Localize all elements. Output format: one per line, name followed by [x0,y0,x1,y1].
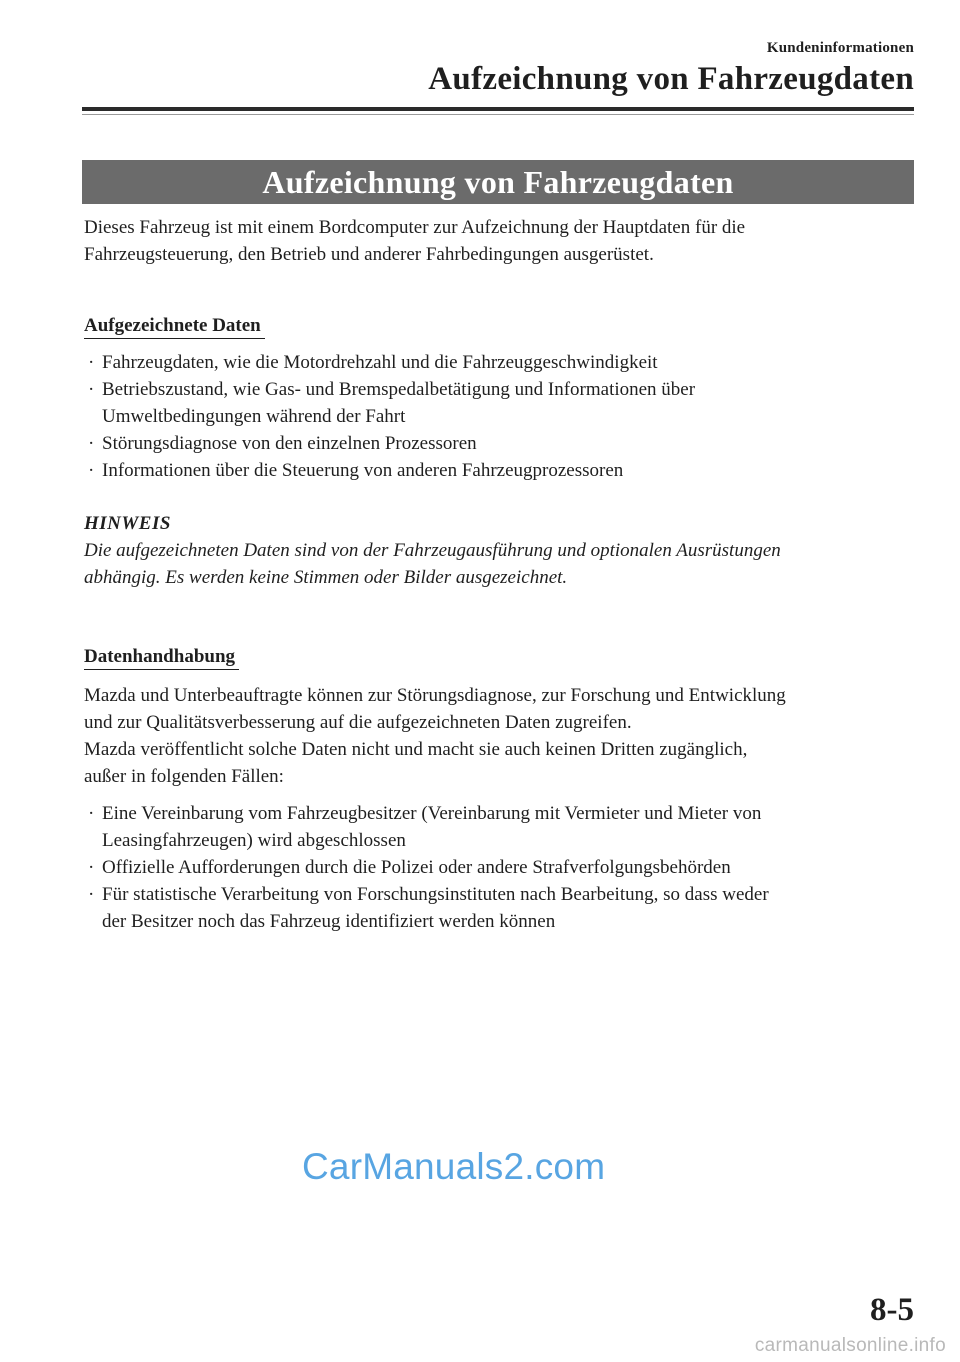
running-header [428,40,914,98]
list-item [84,881,914,935]
paragraph-line: und zur Qualitätsverbesserung auf die aufgezeichneten Daten zugreifen. [84,712,632,733]
list-item-line: der Besitzer noch das Fahrzeug identifiziert werden können [102,911,556,932]
list-item-line: Fahrzeugdaten, wie die Motordrehzahl und die Fahrzeuggeschwindigkeit [102,352,658,373]
watermark-link[interactable]: CarManuals2.com [302,1146,606,1187]
bullet-dot: · [88,857,95,878]
note-title: HINWEIS [84,513,171,534]
list-item-line: Betriebszustand, wie Gas- und Bremspedalbetätigung und Informationen über [102,379,696,400]
bullet-dot: · [88,433,95,454]
paragraph-line: Mazda veröffentlicht solche Daten nicht und macht sie auch keinen Dritten zugänglich, [84,739,748,760]
data-handling-heading: Datenhandhabung [84,645,239,670]
bullet-dot: · [88,352,95,373]
intro-line: Dieses Fahrzeug ist mit einem Bordcomputer zur Aufzeichnung der Hauptdaten für die [84,217,746,238]
paragraph-line: Mazda und Unterbeauftragte können zur Störungsdiagnose, zur Forschung und Entwicklung [84,685,786,706]
list-item [84,430,914,457]
list-item-line: Störungsdiagnose von den einzelnen Prozessoren [102,433,477,454]
note-block [84,510,914,591]
list-item-line: Leasingfahrzeugen) wird abgeschlossen [102,830,406,851]
note-line: Die aufgezeichneten Daten sind von der Fahrzeugausführung und optionalen Ausrüstungen [84,540,781,561]
list-item [84,376,914,430]
bullet-dot: · [88,379,95,400]
paragraph-line: außer in folgenden Fällen: [84,766,284,787]
header-rule-thin [82,114,914,115]
list-item [84,349,914,376]
list-item [84,854,914,881]
list-item [84,457,914,484]
header-rule [82,107,914,111]
intro-line: Fahrzeugsteuerung, den Betrieb und anderer Fahrbedingungen ausgerüstet. [84,244,654,265]
list-item-line: Umweltbedingungen während der Fahrt [102,406,406,427]
footer-watermark: carmanualsonline.info [754,1335,946,1356]
running-header-chapter: Kundeninformationen [766,40,914,56]
page-content [84,214,914,935]
list-item [84,800,914,854]
list-item-line: Informationen über die Steuerung von anderen Fahrzeugprozessoren [102,460,624,481]
section-title-banner: Aufzeichnung von Fahrzeugdaten [82,160,914,204]
recorded-data-heading: Aufgezeichnete Daten [84,314,265,339]
running-header-title: Aufzeichnung von Fahrzeugdaten [428,61,914,97]
list-item-line: Für statistische Verarbeitung von Forschungsinstituten nach Bearbeitung, so dass weder [102,884,769,905]
list-item-line: Eine Vereinbarung vom Fahrzeugbesitzer (Vereinbarung mit Vermieter und Mieter von [102,803,762,824]
bullet-dot: · [88,884,95,905]
exceptions-list [84,800,914,935]
recorded-data-list [84,349,914,484]
list-item-line: Offizielle Aufforderungen durch die Polizei oder andere Strafverfolgungsbehörden [102,857,731,878]
intro-paragraph [84,214,914,268]
bullet-dot: · [88,803,95,824]
note-line: abhängig. Es werden keine Stimmen oder Bilder ausgezeichnet. [84,567,568,588]
bullet-dot: · [88,460,95,481]
data-handling-paragraph [84,682,914,790]
page-number: 8-5 [870,1292,914,1328]
